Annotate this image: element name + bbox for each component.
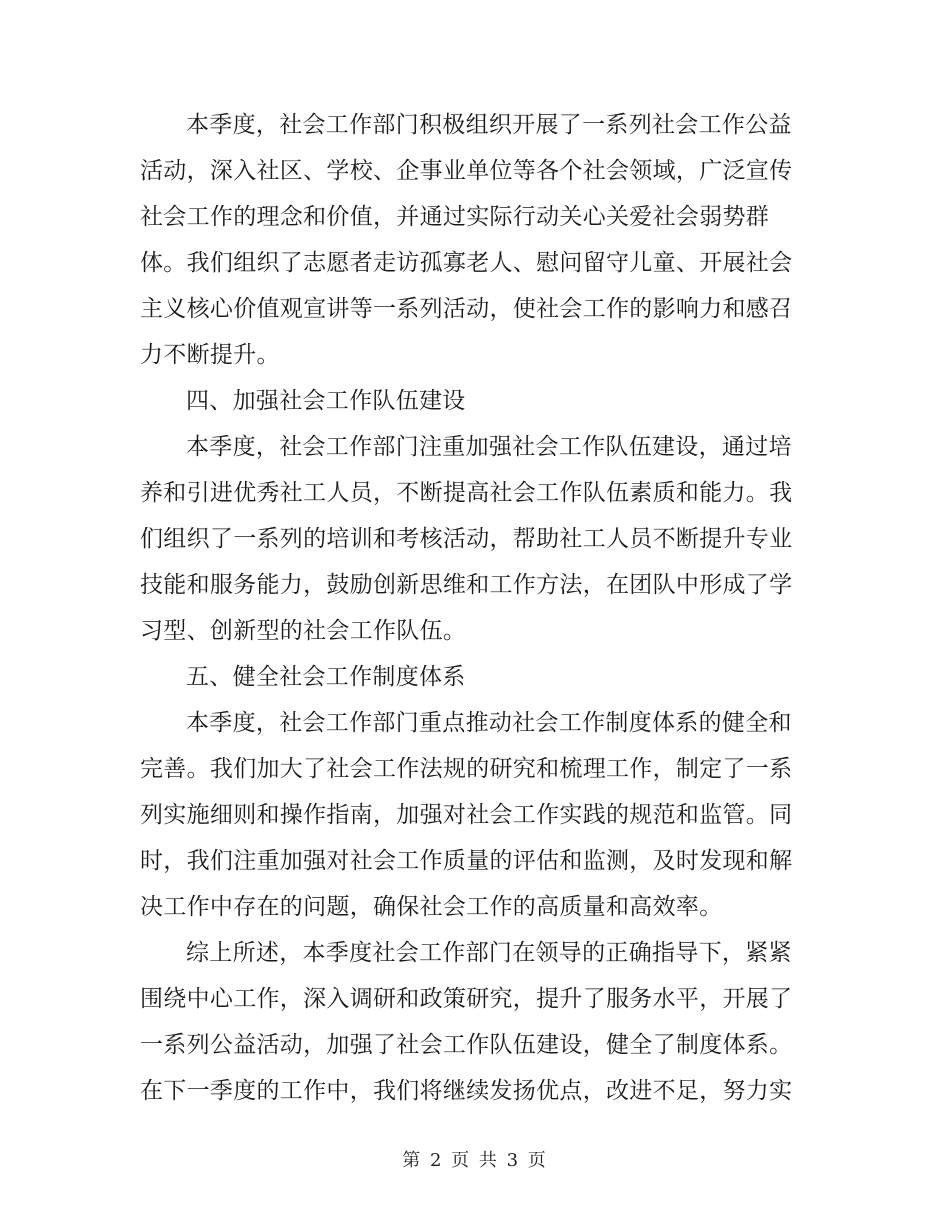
section-heading: 四、加强社会工作队伍建设	[186, 388, 466, 414]
text-line: 本季度，社会工作部门积极组织开展了一系列社会工作公益	[186, 112, 792, 138]
text-line: 围绕中心工作，深入调研和政策研究，提升了服务水平，开展了	[140, 986, 793, 1012]
text-line: 社会工作的理念和价值，并通过实际行动关心关爱社会弱势群	[140, 204, 770, 230]
document-body	[140, 102, 800, 1114]
text-line: 活动，深入社区、学校、企事业单位等各个社会领域，广泛宣传	[140, 158, 793, 184]
text-line: 综上所述，本季度社会工作部门在领导的正确指导下，紧紧	[186, 940, 792, 966]
text-line: 本季度，社会工作部门重点推动社会工作制度体系的健全和	[186, 710, 792, 736]
text-line: 们组织了一系列的培训和考核活动，帮助社工人员不断提升专业	[140, 526, 793, 552]
section-heading: 五、健全社会工作制度体系	[186, 664, 466, 690]
text-line: 养和引进优秀社工人员，不断提高社会工作队伍素质和能力。我	[140, 480, 793, 506]
text-line: 技能和服务能力，鼓励创新思维和工作方法，在团队中形成了学	[140, 572, 793, 598]
text-line: 一系列公益活动，加强了社会工作队伍建设，健全了制度体系。	[140, 1032, 793, 1058]
text-line: 习型、创新型的社会工作队伍。	[140, 618, 467, 644]
page-number-footer: 第 2 页 共 3 页	[402, 1150, 548, 1171]
text-line: 体。我们组织了志愿者走访孤寡老人、慰问留守儿童、开展社会	[140, 250, 793, 276]
text-line: 力不断提升。	[140, 342, 280, 368]
text-line: 主义核心价值观宣讲等一系列活动，使社会工作的影响力和感召	[140, 296, 793, 322]
text-line: 本季度，社会工作部门注重加强社会工作队伍建设，通过培	[186, 434, 792, 460]
text-line: 列实施细则和操作指南，加强对社会工作实践的规范和监管。同	[140, 802, 793, 828]
text-line: 决工作中存在的问题，确保社会工作的高质量和高效率。	[140, 894, 723, 920]
text-line: 时，我们注重加强对社会工作质量的评估和监测，及时发现和解	[140, 848, 793, 874]
text-line: 在下一季度的工作中，我们将继续发扬优点，改进不足，努力实	[140, 1078, 793, 1104]
text-line: 完善。我们加大了社会工作法规的研究和梳理工作，制定了一系	[140, 756, 793, 782]
